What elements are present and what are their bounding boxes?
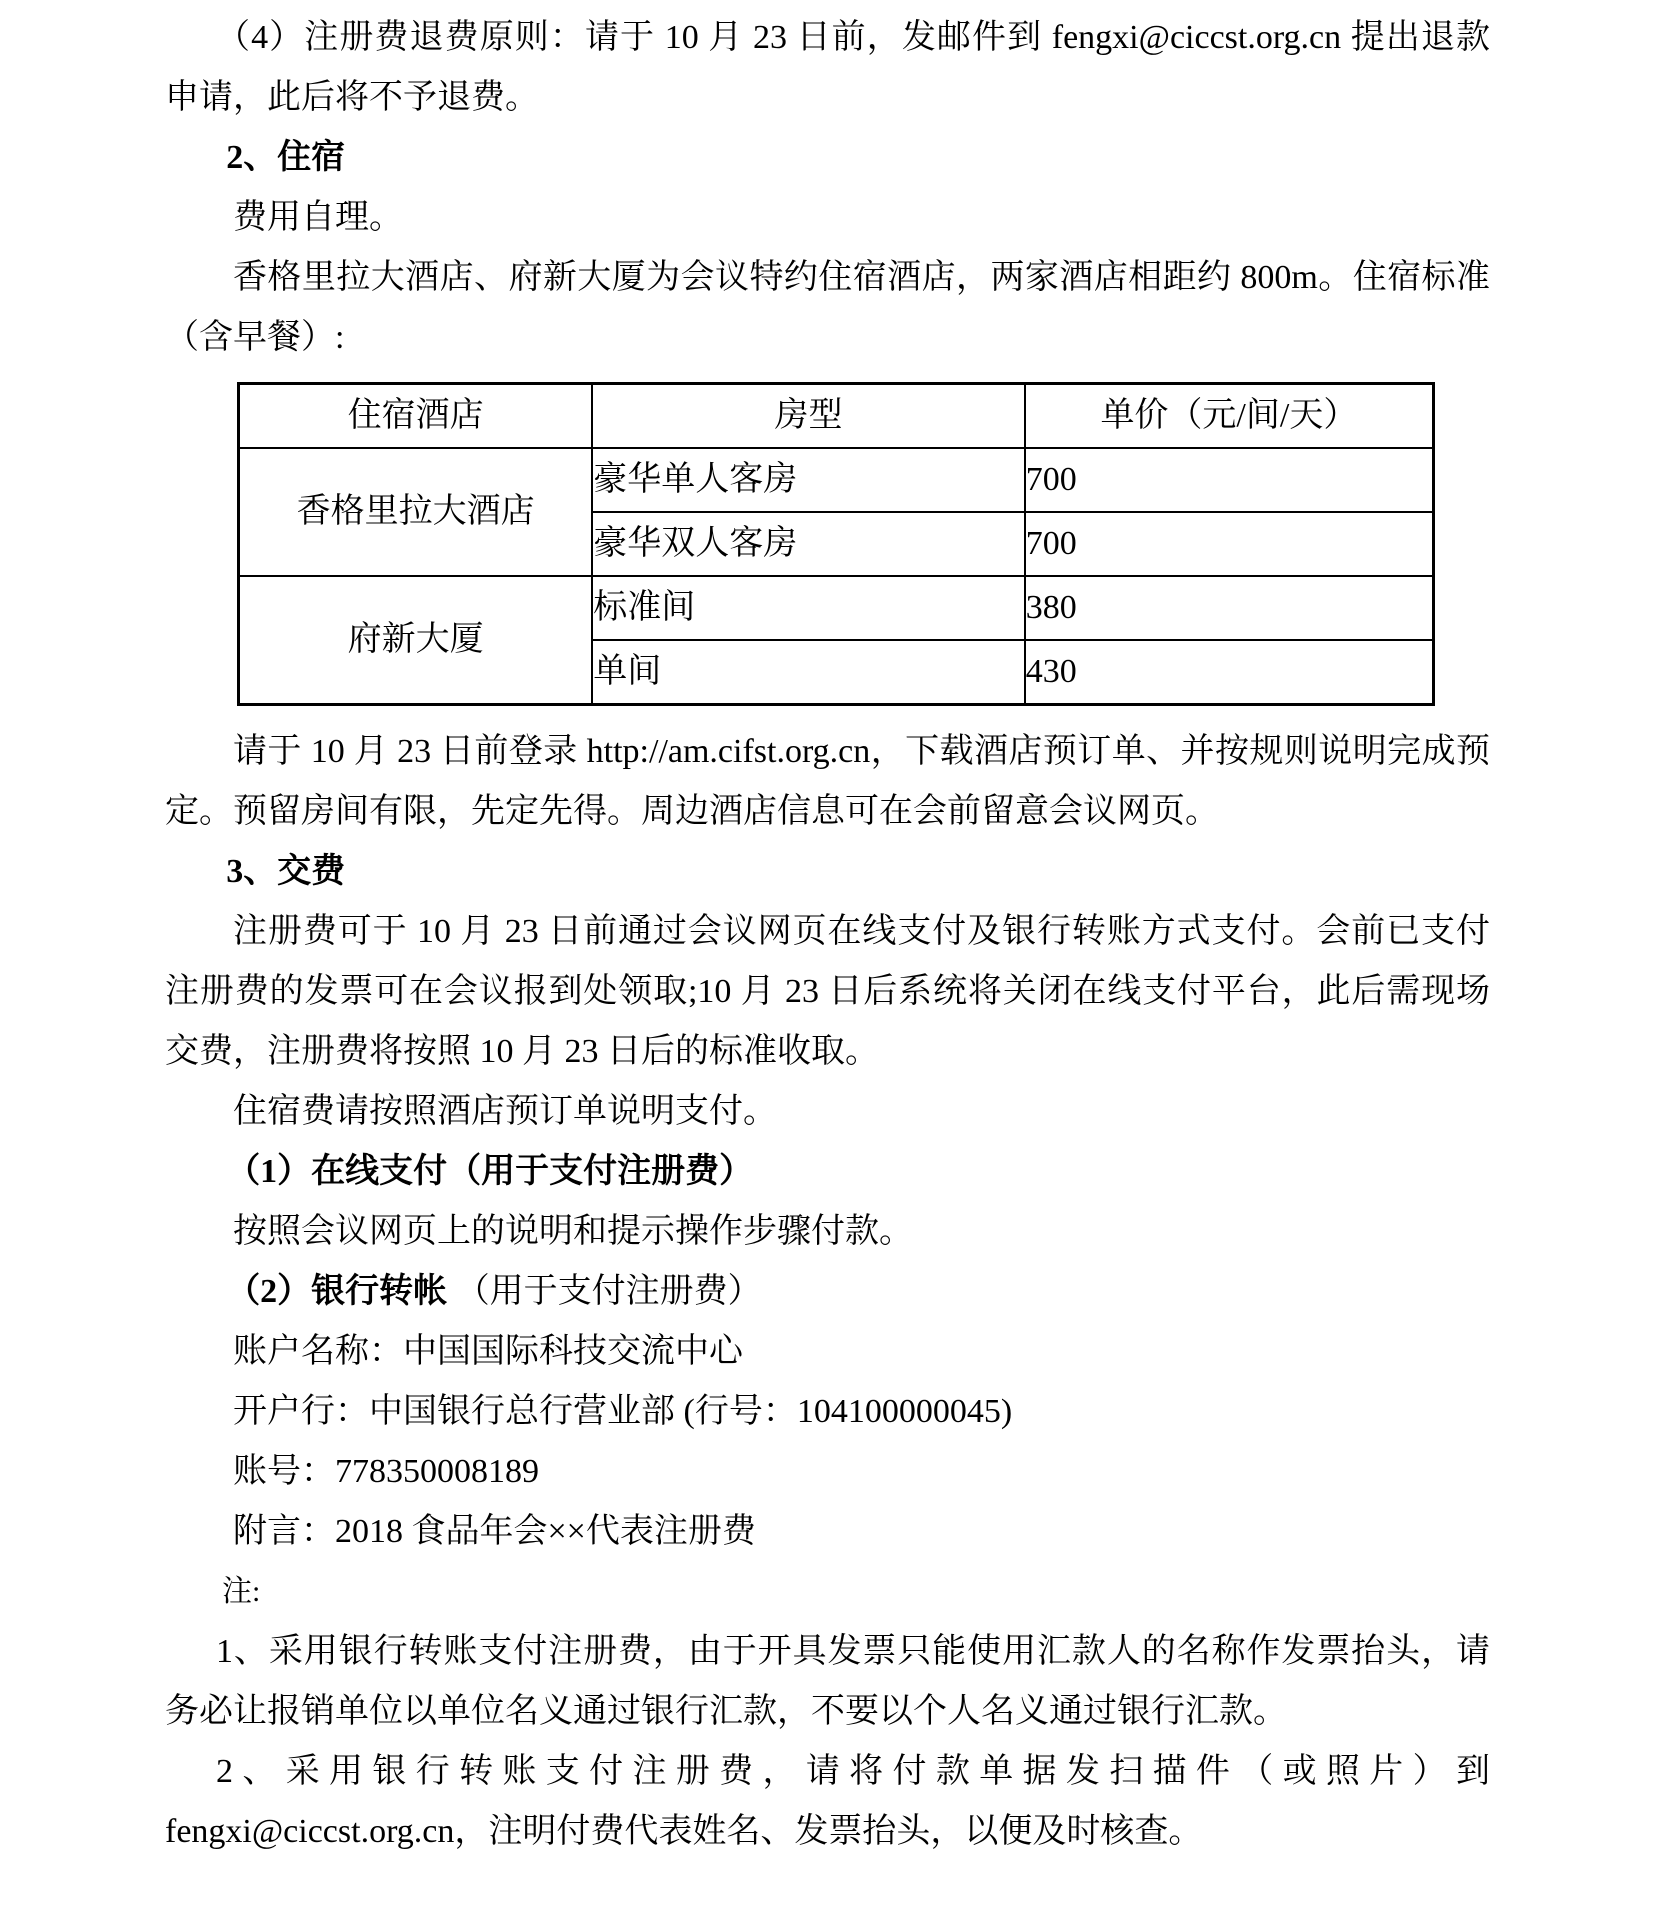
paragraph-hotel-fee: 住宿费请按照酒店预订单说明支付。	[233, 1093, 777, 1130]
col-header-room-type: 房型	[592, 384, 1025, 449]
paragraph-registration-fee: 注册费可于 10 月 23 日前通过会议网页在线支付及银行转账方式支付。会前已支付注册费的发票可在会议报到处领取;10 月 23 日后系统将关闭在线支付平台，此后需现场交费，注册费将按照 10 月 23 日后的标准收取。	[165, 913, 1490, 1070]
price-cell: 430	[1025, 640, 1434, 705]
bank-account-number: 账号：778350008189	[233, 1453, 539, 1490]
heading-bank-transfer-bold: （2）银行转帐	[226, 1273, 448, 1310]
paragraph-hotels-intro: 香格里拉大酒店、府新大厦为会议特约住宿酒店，两家酒店相距约 800m。住宿标准（含早餐）:	[165, 259, 1490, 356]
paragraph-refund-policy: （4）注册费退费原则：请于 10 月 23 日前，发邮件到 fengxi@ciccst.org.cn 提出退款申请，此后将不予退费。	[165, 19, 1490, 116]
paragraph-online-payment: 按照会议网页上的说明和提示操作步骤付款。	[233, 1213, 913, 1250]
bank-account-name: 账户名称：中国国际科技交流中心	[233, 1333, 743, 1370]
table-row	[239, 448, 1434, 512]
room-type-cell: 豪华单人客房	[592, 448, 1025, 512]
bank-branch: 开户行：中国银行总行营业部 (行号：104100000045)	[233, 1393, 1013, 1430]
bank-memo: 附言：2018 食品年会××代表注册费	[233, 1513, 756, 1550]
price-cell: 700	[1025, 512, 1434, 576]
paragraph-self-pay: 费用自理。	[233, 199, 403, 236]
room-type-cell: 豪华双人客房	[592, 512, 1025, 576]
heading-bank-transfer	[165, 1262, 1490, 1322]
table-header-row	[239, 384, 1434, 449]
heading-bank-transfer-note: （用于支付注册费）	[455, 1273, 762, 1310]
col-header-hotel: 住宿酒店	[239, 384, 593, 449]
note-2: 2、采用银行转账支付注册费，请将付款单据发扫描件（或照片）到 fengxi@ciccst.org.cn，注明付费代表姓名、发票抬头，以便及时核查。	[165, 1753, 1490, 1850]
hotel-price-table	[237, 382, 1435, 706]
room-type-cell: 单间	[592, 640, 1025, 705]
note-1: 1、采用银行转账支付注册费，由于开具发票只能使用汇款人的名称作发票抬头，请务必让报销单位以单位名义通过银行汇款，不要以个人名义通过银行汇款。	[165, 1633, 1490, 1730]
note-label: 注:	[222, 1575, 261, 1608]
hotel-name-cell: 香格里拉大酒店	[239, 448, 593, 576]
table-row	[239, 576, 1434, 640]
heading-payment: 3、交费	[226, 853, 346, 890]
room-type-cell: 标准间	[592, 576, 1025, 640]
heading-online-payment: （1）在线支付（用于支付注册费）	[226, 1153, 754, 1190]
hotel-name-cell: 府新大厦	[239, 576, 593, 705]
col-header-price: 单价（元/间/天）	[1025, 384, 1434, 449]
heading-accommodation: 2、住宿	[226, 139, 346, 176]
paragraph-booking-instructions: 请于 10 月 23 日前登录 http://am.cifst.org.cn，下载酒店预订单、并按规则说明完成预定。预留房间有限，先定先得。周边酒店信息可在会前留意会议网页。	[165, 733, 1490, 830]
price-cell: 700	[1025, 448, 1434, 512]
price-cell: 380	[1025, 576, 1434, 640]
